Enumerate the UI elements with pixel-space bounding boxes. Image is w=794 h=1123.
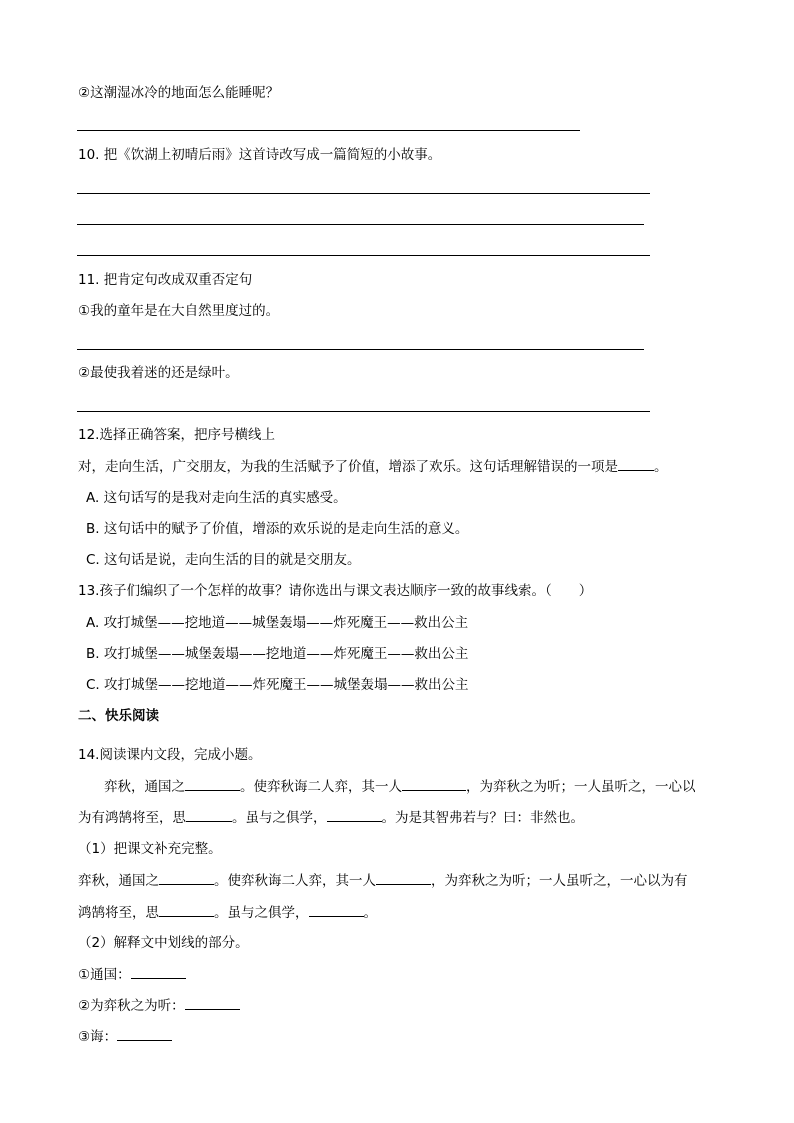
fill-text: ，为弈秋之为听；一人虽听之，一心以为有 [431, 873, 688, 889]
section-title: 二、快乐阅读 [78, 708, 159, 724]
answer-blank[interactable] [159, 871, 214, 885]
passage-text: 。虽与之俱学， [232, 810, 327, 826]
answer-blank[interactable] [117, 1027, 172, 1041]
q11-prompt: 11. 把肯定句改成双重否定句 [78, 272, 253, 288]
q14-passage-line1 [104, 777, 696, 796]
q10-prompt: 10. 把《饮湖上初晴后雨》这首诗改写成一篇简短的小故事。 [78, 147, 442, 163]
passage-text: 。为是其智弗若与？曰：非然也。 [381, 810, 584, 826]
q12-stem [78, 457, 668, 476]
answer-line[interactable] [77, 193, 650, 194]
q13-prompt: 13.孩子们编织了一个怎样的故事？请你选出与课文表达顺序一致的故事线索。（ ） [78, 583, 593, 599]
q14-explain-2 [78, 996, 240, 1015]
q12-stem-end: 。 [654, 459, 668, 475]
passage-blank [402, 777, 466, 791]
q14-explain-3 [78, 1027, 172, 1046]
answer-line[interactable] [77, 411, 650, 412]
fill-text: 。使弈秋诲二人弈，其一人 [214, 873, 376, 889]
answer-blank[interactable] [131, 965, 186, 979]
passage-blank [327, 808, 382, 822]
q12-option-c[interactable]: C. 这句话是说，走向生活的目的就是交朋友。 [86, 552, 361, 568]
answer-blank[interactable] [185, 996, 240, 1010]
answer-blank[interactable] [159, 903, 214, 917]
q12-option-b[interactable]: B. 这句话中的赋予了价值，增添的欢乐说的是走向生活的意义。 [86, 521, 469, 537]
q13-option-c[interactable]: C. 攻打城堡——挖地道——炸死魔王——城堡轰塌——救出公主 [86, 677, 469, 693]
q12-stem-text: 对，走向生活，广交朋友，为我的生活赋予了价值，增添了欢乐。这句话理解错误的一项是 [78, 459, 618, 475]
q12-option-a[interactable]: A. 这句话写的是我对走向生活的真实感受。 [86, 490, 347, 506]
q13-option-a[interactable]: A. 攻打城堡——挖地道——城堡轰塌——炸死魔王——救出公主 [86, 615, 469, 631]
answer-line[interactable] [77, 130, 580, 131]
q14-sub2: （2）解释文中划线的部分。 [78, 935, 249, 951]
q13-option-b[interactable]: B. 攻打城堡——城堡轰塌——挖地道——炸死魔王——救出公主 [86, 646, 469, 662]
passage-text: ，为弈秋之为听；一人虽听之，一心以 [466, 779, 696, 795]
fill-text: 弈秋，通国之 [78, 873, 159, 889]
q14-passage-line2 [78, 808, 584, 827]
passage-blank [185, 777, 240, 791]
q9-item2: ②这潮湿冰冷的地面怎么能睡呢？ [78, 85, 280, 101]
q11-item1: ①我的童年是在大自然里度过的。 [78, 303, 280, 319]
q12-prompt: 12.选择正确答案，把序号横线上 [78, 427, 275, 443]
q11-item2: ②最使我着迷的还是绿叶。 [78, 365, 239, 381]
q14-fill-line1 [78, 871, 688, 890]
fill-text: 。 [363, 905, 377, 921]
explain-label: ①通国： [78, 967, 131, 983]
answer-blank[interactable] [618, 457, 654, 471]
fill-text: 。虽与之俱学， [214, 905, 309, 921]
answer-blank[interactable] [376, 871, 431, 885]
answer-line[interactable] [77, 349, 644, 350]
passage-text: 弈秋，通国之 [104, 779, 185, 795]
answer-blank[interactable] [309, 903, 364, 917]
answer-line[interactable] [77, 255, 650, 256]
q14-prompt: 14.阅读课内文段，完成小题。 [78, 747, 262, 763]
passage-text: 为有鸿鹄将至，思 [78, 810, 186, 826]
explain-label: ③诲： [78, 1029, 118, 1045]
q14-explain-1 [78, 965, 186, 984]
explain-label: ②为弈秋之为听： [78, 998, 185, 1014]
q14-fill-line2 [78, 903, 377, 922]
fill-text: 鸿鹄将至，思 [78, 905, 159, 921]
passage-text: 。使弈秋诲二人弈，其一人 [240, 779, 402, 795]
q14-sub1: （1）把课文补充完整。 [78, 841, 222, 857]
passage-blank [186, 808, 232, 822]
answer-line[interactable] [77, 224, 644, 225]
